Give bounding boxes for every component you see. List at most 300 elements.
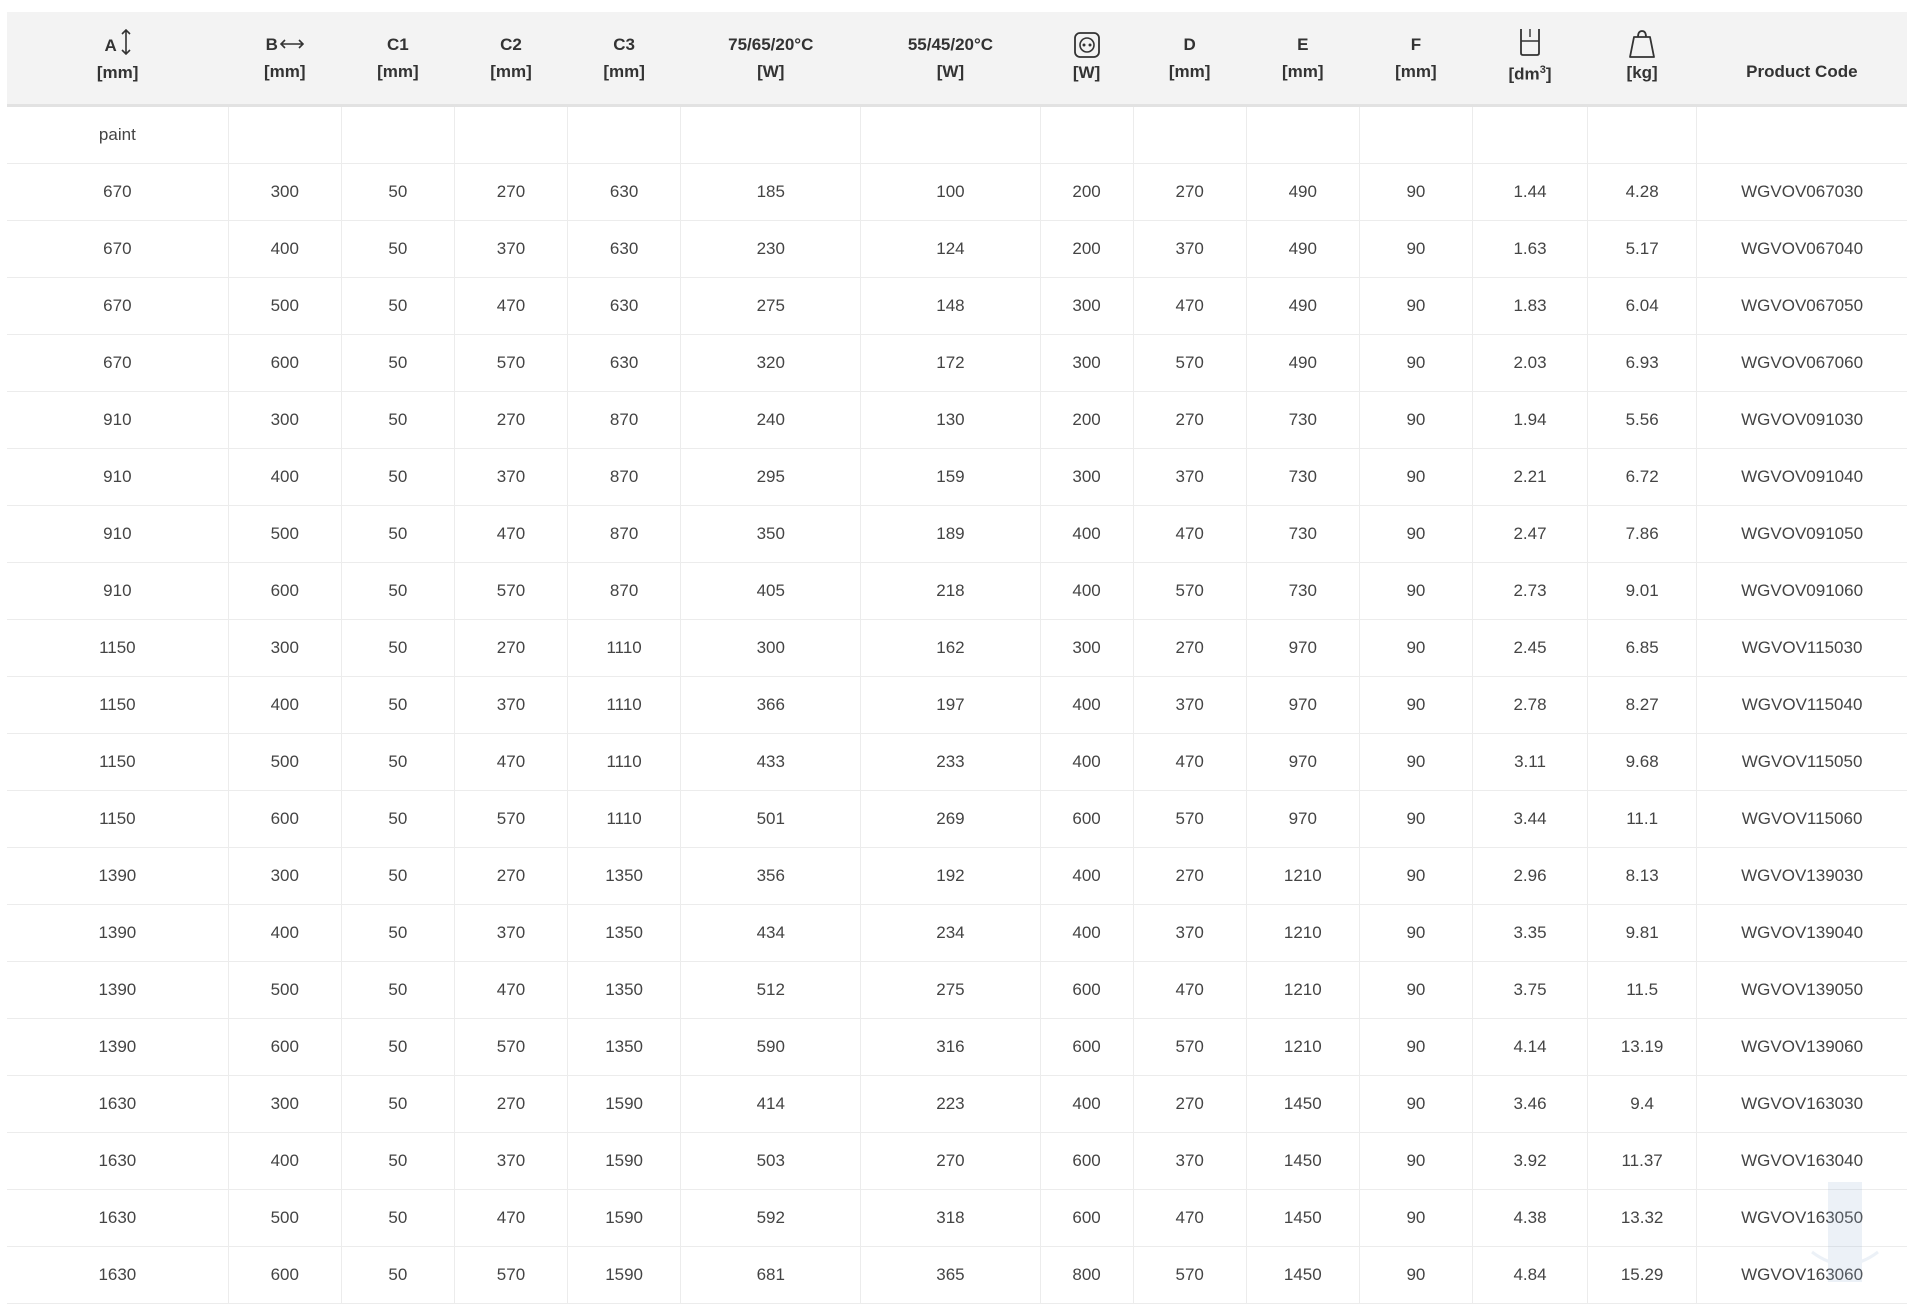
cell-d: 370 <box>1133 1132 1246 1189</box>
cell-product-code: WGVOV067040 <box>1697 220 1907 277</box>
cell-product-code: WGVOV115030 <box>1697 619 1907 676</box>
cell-c3: 870 <box>568 448 681 505</box>
cell-output-55: 270 <box>861 1132 1040 1189</box>
cell-output-55: 189 <box>861 505 1040 562</box>
empty-cell <box>1133 105 1246 163</box>
cell-output-55: 316 <box>861 1018 1040 1075</box>
cell-electric-power: 600 <box>1040 1189 1133 1246</box>
cell-output-55: 223 <box>861 1075 1040 1132</box>
cell-f: 90 <box>1359 391 1472 448</box>
cell-d: 570 <box>1133 1246 1246 1303</box>
cell-f: 90 <box>1359 448 1472 505</box>
cell-output-75: 592 <box>681 1189 861 1246</box>
cell-c3: 1350 <box>568 1018 681 1075</box>
cell-a: 910 <box>7 391 228 448</box>
cell-electric-power: 400 <box>1040 676 1133 733</box>
cell-product-code: WGVOV139060 <box>1697 1018 1907 1075</box>
cell-electric-power: 800 <box>1040 1246 1133 1303</box>
cell-weight: 9.4 <box>1588 1075 1697 1132</box>
cell-weight: 5.56 <box>1588 391 1697 448</box>
cell-water-volume: 4.38 <box>1472 1189 1587 1246</box>
cell-weight: 9.01 <box>1588 562 1697 619</box>
cell-c1: 50 <box>341 1246 454 1303</box>
cell-e: 1450 <box>1246 1075 1359 1132</box>
cell-d: 370 <box>1133 448 1246 505</box>
cell-electric-power: 600 <box>1040 1132 1133 1189</box>
cell-water-volume: 4.84 <box>1472 1246 1587 1303</box>
cell-output-75: 356 <box>681 847 861 904</box>
cell-f: 90 <box>1359 1075 1472 1132</box>
empty-cell <box>861 105 1040 163</box>
cell-c1: 50 <box>341 1189 454 1246</box>
cell-b: 500 <box>228 733 341 790</box>
table-row <box>7 448 1907 505</box>
cell-e: 730 <box>1246 562 1359 619</box>
electric-socket-icon <box>1073 31 1101 59</box>
cell-water-volume: 3.92 <box>1472 1132 1587 1189</box>
cell-a: 1390 <box>7 1018 228 1075</box>
header-output-55-label: 55/45/20°C <box>907 34 994 54</box>
cell-water-volume: 1.44 <box>1472 163 1587 220</box>
cell-weight: 5.17 <box>1588 220 1697 277</box>
header-c2 <box>454 12 567 105</box>
cell-e: 730 <box>1246 505 1359 562</box>
table-row <box>7 562 1907 619</box>
header-c3-unit: [mm] <box>603 61 645 81</box>
header-water-volume <box>1472 12 1587 105</box>
cell-weight: 11.1 <box>1588 790 1697 847</box>
cell-output-55: 159 <box>861 448 1040 505</box>
vertical-arrow-icon <box>121 29 131 55</box>
cell-a: 670 <box>7 163 228 220</box>
cell-b: 300 <box>228 391 341 448</box>
cell-output-75: 275 <box>681 277 861 334</box>
cell-weight: 6.93 <box>1588 334 1697 391</box>
cell-d: 270 <box>1133 163 1246 220</box>
cell-d: 370 <box>1133 904 1246 961</box>
header-a-unit: [mm] <box>96 63 139 83</box>
cell-product-code: WGVOV139050 <box>1697 961 1907 1018</box>
cell-c3: 1350 <box>568 847 681 904</box>
table-header-row <box>7 12 1907 105</box>
cell-e: 490 <box>1246 277 1359 334</box>
cell-c1: 50 <box>341 847 454 904</box>
cell-output-55: 365 <box>861 1246 1040 1303</box>
cell-d: 470 <box>1133 733 1246 790</box>
cell-a: 1630 <box>7 1075 228 1132</box>
cell-product-code: WGVOV067050 <box>1697 277 1907 334</box>
cell-a: 910 <box>7 562 228 619</box>
header-b-unit: [mm] <box>263 61 306 81</box>
header-output-55-unit: [W] <box>936 61 965 81</box>
cell-weight: 9.81 <box>1588 904 1697 961</box>
cell-d: 570 <box>1133 790 1246 847</box>
cell-c2: 570 <box>454 790 567 847</box>
cell-electric-power: 300 <box>1040 619 1133 676</box>
cell-e: 730 <box>1246 391 1359 448</box>
cell-a: 1390 <box>7 847 228 904</box>
cell-f: 90 <box>1359 676 1472 733</box>
cell-d: 470 <box>1133 277 1246 334</box>
cell-electric-power: 300 <box>1040 277 1133 334</box>
cell-b: 500 <box>228 1189 341 1246</box>
header-water-unit-sup: 3 <box>1539 64 1546 77</box>
cell-f: 90 <box>1359 163 1472 220</box>
cell-c2: 370 <box>454 220 567 277</box>
weight-icon <box>1628 29 1656 59</box>
cell-electric-power: 400 <box>1040 904 1133 961</box>
table-row <box>7 1189 1907 1246</box>
header-d-unit: [mm] <box>1168 61 1211 81</box>
cell-output-75: 681 <box>681 1246 861 1303</box>
empty-cell <box>1359 105 1472 163</box>
cell-c3: 1350 <box>568 904 681 961</box>
cell-c2: 470 <box>454 505 567 562</box>
cell-c1: 50 <box>341 619 454 676</box>
cell-c2: 570 <box>454 562 567 619</box>
cell-output-55: 233 <box>861 733 1040 790</box>
cell-output-75: 300 <box>681 619 861 676</box>
cell-water-volume: 3.44 <box>1472 790 1587 847</box>
cell-water-volume: 2.45 <box>1472 619 1587 676</box>
header-a <box>7 12 228 105</box>
cell-c3: 1590 <box>568 1075 681 1132</box>
cell-water-volume: 2.73 <box>1472 562 1587 619</box>
cell-output-75: 366 <box>681 676 861 733</box>
cell-f: 90 <box>1359 1018 1472 1075</box>
header-d-label: D <box>1183 34 1196 54</box>
header-product-code <box>1697 12 1907 105</box>
cell-output-55: 234 <box>861 904 1040 961</box>
cell-b: 300 <box>228 1075 341 1132</box>
cell-f: 90 <box>1359 1132 1472 1189</box>
cell-f: 90 <box>1359 1246 1472 1303</box>
cell-c2: 270 <box>454 847 567 904</box>
cell-c2: 470 <box>454 961 567 1018</box>
cell-e: 490 <box>1246 163 1359 220</box>
cell-b: 400 <box>228 448 341 505</box>
cell-output-55: 100 <box>861 163 1040 220</box>
cell-b: 400 <box>228 904 341 961</box>
cell-water-volume: 2.47 <box>1472 505 1587 562</box>
cell-c2: 470 <box>454 277 567 334</box>
cell-c1: 50 <box>341 448 454 505</box>
cell-c3: 1110 <box>568 733 681 790</box>
cell-b: 300 <box>228 163 341 220</box>
cell-water-volume: 3.75 <box>1472 961 1587 1018</box>
cell-e: 1210 <box>1246 904 1359 961</box>
header-electric-unit: [W] <box>1072 62 1101 82</box>
table-row <box>7 676 1907 733</box>
cell-electric-power: 400 <box>1040 1075 1133 1132</box>
cell-f: 90 <box>1359 904 1472 961</box>
cell-output-75: 414 <box>681 1075 861 1132</box>
cell-output-55: 172 <box>861 334 1040 391</box>
header-d <box>1133 12 1246 105</box>
cell-output-55: 192 <box>861 847 1040 904</box>
header-f-unit: [mm] <box>1395 61 1437 81</box>
cell-product-code: WGVOV139030 <box>1697 847 1907 904</box>
cell-output-75: 590 <box>681 1018 861 1075</box>
cell-d: 270 <box>1133 847 1246 904</box>
cell-electric-power: 200 <box>1040 163 1133 220</box>
cell-electric-power: 300 <box>1040 448 1133 505</box>
cell-water-volume: 3.35 <box>1472 904 1587 961</box>
header-f <box>1359 12 1472 105</box>
cell-a: 670 <box>7 220 228 277</box>
empty-cell <box>1588 105 1697 163</box>
cell-e: 1210 <box>1246 847 1359 904</box>
header-output-75-65-20 <box>681 12 861 105</box>
header-weight <box>1588 12 1697 105</box>
cell-a: 1630 <box>7 1189 228 1246</box>
cell-f: 90 <box>1359 1189 1472 1246</box>
table-row <box>7 790 1907 847</box>
cell-weight: 9.68 <box>1588 733 1697 790</box>
cell-product-code: WGVOV163050 <box>1697 1189 1907 1246</box>
cell-electric-power: 600 <box>1040 790 1133 847</box>
cell-e: 970 <box>1246 676 1359 733</box>
cell-water-volume: 1.94 <box>1472 391 1587 448</box>
header-water-unit: [dm <box>1508 65 1540 85</box>
cell-c1: 50 <box>341 676 454 733</box>
cell-output-75: 185 <box>681 163 861 220</box>
cell-a: 1390 <box>7 961 228 1018</box>
empty-cell <box>1472 105 1587 163</box>
cell-product-code: WGVOV091060 <box>1697 562 1907 619</box>
header-c1-label: C1 <box>387 34 409 54</box>
cell-a: 670 <box>7 277 228 334</box>
cell-a: 1150 <box>7 619 228 676</box>
cell-a: 910 <box>7 505 228 562</box>
cell-output-55: 130 <box>861 391 1040 448</box>
cell-c2: 470 <box>454 1189 567 1246</box>
table-row <box>7 220 1907 277</box>
cell-c2: 570 <box>454 1246 567 1303</box>
cell-c1: 50 <box>341 904 454 961</box>
empty-cell <box>228 105 341 163</box>
cell-c3: 1590 <box>568 1132 681 1189</box>
cell-weight: 13.32 <box>1588 1189 1697 1246</box>
cell-output-75: 503 <box>681 1132 861 1189</box>
cell-weight: 6.72 <box>1588 448 1697 505</box>
cell-c3: 630 <box>568 163 681 220</box>
cell-c2: 370 <box>454 676 567 733</box>
cell-c2: 370 <box>454 904 567 961</box>
cell-electric-power: 400 <box>1040 733 1133 790</box>
cell-b: 300 <box>228 619 341 676</box>
cell-c2: 570 <box>454 334 567 391</box>
cell-electric-power: 300 <box>1040 334 1133 391</box>
cell-output-55: 124 <box>861 220 1040 277</box>
cell-b: 500 <box>228 961 341 1018</box>
empty-cell <box>454 105 567 163</box>
cell-product-code: WGVOV091040 <box>1697 448 1907 505</box>
cell-f: 90 <box>1359 847 1472 904</box>
cell-e: 490 <box>1246 220 1359 277</box>
cell-d: 270 <box>1133 1075 1246 1132</box>
header-output-55-45-20 <box>861 12 1040 105</box>
cell-f: 90 <box>1359 562 1472 619</box>
cell-product-code: WGVOV067030 <box>1697 163 1907 220</box>
cell-f: 90 <box>1359 220 1472 277</box>
cell-e: 970 <box>1246 733 1359 790</box>
cell-c3: 630 <box>568 220 681 277</box>
cell-water-volume: 4.14 <box>1472 1018 1587 1075</box>
cell-weight: 6.04 <box>1588 277 1697 334</box>
empty-cell <box>568 105 681 163</box>
cell-weight: 11.5 <box>1588 961 1697 1018</box>
table-row <box>7 334 1907 391</box>
cell-a: 1150 <box>7 733 228 790</box>
cell-output-75: 434 <box>681 904 861 961</box>
cell-c3: 1590 <box>568 1189 681 1246</box>
cell-b: 300 <box>228 847 341 904</box>
cell-weight: 8.27 <box>1588 676 1697 733</box>
cell-output-55: 275 <box>861 961 1040 1018</box>
cell-c3: 630 <box>568 277 681 334</box>
cell-output-55: 318 <box>861 1189 1040 1246</box>
cell-a: 670 <box>7 334 228 391</box>
cell-water-volume: 1.63 <box>1472 220 1587 277</box>
cell-d: 370 <box>1133 220 1246 277</box>
cell-weight: 8.13 <box>1588 847 1697 904</box>
cell-output-55: 162 <box>861 619 1040 676</box>
cell-water-volume: 3.11 <box>1472 733 1587 790</box>
cell-a: 1390 <box>7 904 228 961</box>
table-row <box>7 1075 1907 1132</box>
cell-a: 1150 <box>7 790 228 847</box>
empty-cell <box>1246 105 1359 163</box>
cell-e: 1210 <box>1246 1018 1359 1075</box>
header-c1-unit: [mm] <box>377 61 419 81</box>
cell-a: 1630 <box>7 1132 228 1189</box>
cell-c2: 370 <box>454 448 567 505</box>
cell-c1: 50 <box>341 1132 454 1189</box>
cell-output-75: 320 <box>681 334 861 391</box>
cell-output-75: 433 <box>681 733 861 790</box>
table-row <box>7 1018 1907 1075</box>
cell-f: 90 <box>1359 733 1472 790</box>
table-row <box>7 391 1907 448</box>
cell-output-75: 512 <box>681 961 861 1018</box>
header-c3 <box>568 12 681 105</box>
cell-product-code: WGVOV115050 <box>1697 733 1907 790</box>
cell-c2: 570 <box>454 1018 567 1075</box>
cell-c1: 50 <box>341 1075 454 1132</box>
cell-e: 1210 <box>1246 961 1359 1018</box>
cell-b: 400 <box>228 1132 341 1189</box>
table-row <box>7 619 1907 676</box>
cell-water-volume: 2.03 <box>1472 334 1587 391</box>
cell-weight: 4.28 <box>1588 163 1697 220</box>
cell-water-volume: 2.78 <box>1472 676 1587 733</box>
cell-water-volume: 1.83 <box>1472 277 1587 334</box>
table-row <box>7 733 1907 790</box>
cell-product-code: WGVOV115040 <box>1697 676 1907 733</box>
cell-c1: 50 <box>341 562 454 619</box>
cell-weight: 6.85 <box>1588 619 1697 676</box>
cell-product-code: WGVOV163040 <box>1697 1132 1907 1189</box>
cell-c2: 470 <box>454 733 567 790</box>
cell-f: 90 <box>1359 334 1472 391</box>
cell-b: 600 <box>228 1246 341 1303</box>
header-output-75-label: 75/65/20°C <box>728 34 814 54</box>
cell-c2: 270 <box>454 391 567 448</box>
header-c2-label: C2 <box>500 34 522 54</box>
cell-d: 270 <box>1133 619 1246 676</box>
cell-electric-power: 400 <box>1040 505 1133 562</box>
header-b <box>228 12 341 105</box>
cell-electric-power: 600 <box>1040 961 1133 1018</box>
cell-c1: 50 <box>341 163 454 220</box>
cell-c3: 870 <box>568 391 681 448</box>
header-c3-label: C3 <box>613 34 635 54</box>
cell-product-code: WGVOV139040 <box>1697 904 1907 961</box>
table-body <box>7 105 1907 1303</box>
cell-c1: 50 <box>341 277 454 334</box>
cell-output-75: 405 <box>681 562 861 619</box>
cell-weight: 15.29 <box>1588 1246 1697 1303</box>
cell-output-55: 218 <box>861 562 1040 619</box>
table-row <box>7 904 1907 961</box>
cell-c1: 50 <box>341 220 454 277</box>
cell-d: 570 <box>1133 1018 1246 1075</box>
cell-product-code: WGVOV091030 <box>1697 391 1907 448</box>
cell-a: 910 <box>7 448 228 505</box>
cell-f: 90 <box>1359 619 1472 676</box>
table-row <box>7 1132 1907 1189</box>
header-output-75-unit: [W] <box>757 61 785 81</box>
cell-b: 500 <box>228 505 341 562</box>
cell-weight: 13.19 <box>1588 1018 1697 1075</box>
header-product-code-label: Product Code <box>1746 61 1858 81</box>
header-a-label: A <box>104 36 117 56</box>
header-c2-unit: [mm] <box>490 61 532 81</box>
cell-output-75: 230 <box>681 220 861 277</box>
header-e-label: E <box>1297 34 1309 54</box>
cell-c1: 50 <box>341 334 454 391</box>
cell-c3: 870 <box>568 505 681 562</box>
cell-c3: 870 <box>568 562 681 619</box>
cell-d: 370 <box>1133 676 1246 733</box>
cell-product-code: WGVOV163030 <box>1697 1075 1907 1132</box>
cell-c3: 1110 <box>568 790 681 847</box>
watermark-logo <box>1810 1182 1880 1292</box>
cell-b: 600 <box>228 790 341 847</box>
header-e-unit: [mm] <box>1282 61 1324 81</box>
cell-c3: 1110 <box>568 619 681 676</box>
cell-d: 470 <box>1133 961 1246 1018</box>
section-row-paint <box>7 105 1907 163</box>
header-f-label: F <box>1410 34 1422 54</box>
water-container-icon <box>1517 27 1543 57</box>
cell-electric-power: 400 <box>1040 847 1133 904</box>
cell-f: 90 <box>1359 277 1472 334</box>
cell-weight: 11.37 <box>1588 1132 1697 1189</box>
section-label: paint <box>7 105 228 163</box>
cell-output-55: 197 <box>861 676 1040 733</box>
product-spec-table <box>7 12 1907 1304</box>
cell-b: 400 <box>228 676 341 733</box>
cell-c2: 270 <box>454 1075 567 1132</box>
cell-c1: 50 <box>341 1018 454 1075</box>
cell-b: 600 <box>228 334 341 391</box>
cell-output-55: 269 <box>861 790 1040 847</box>
cell-c2: 270 <box>454 619 567 676</box>
cell-e: 730 <box>1246 448 1359 505</box>
cell-f: 90 <box>1359 790 1472 847</box>
